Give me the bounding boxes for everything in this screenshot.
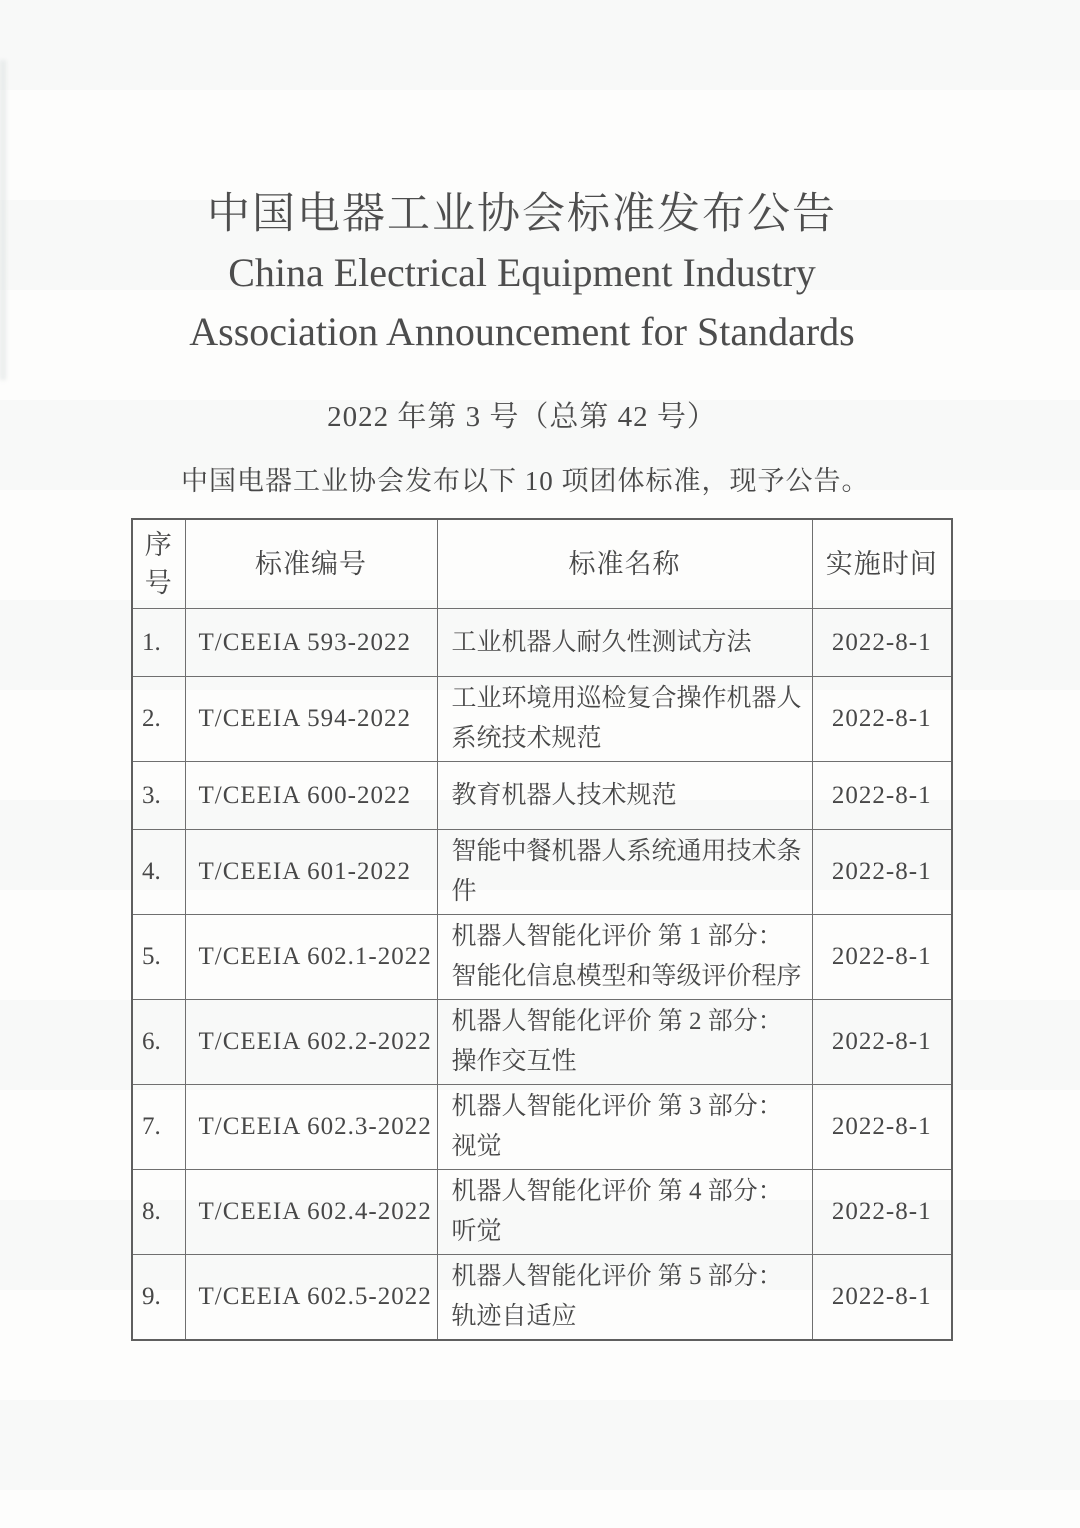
table-row (132, 1000, 952, 1085)
table-row (132, 762, 952, 830)
cell-standard-name: 机器人智能化评价 第 5 部分：轨迹自适应 (437, 1255, 812, 1341)
cell-standard-name: 工业环境用巡检复合操作机器人系统技术规范 (437, 677, 812, 762)
document-title-zh: 中国电器工业协会标准发布公告 (207, 191, 837, 238)
cell-standard-code: T/CEEIA 593-2022 (185, 609, 437, 677)
cell-standard-name: 教育机器人技术规范 (437, 762, 812, 830)
col-header-implementation-date: 实施时间 (812, 519, 952, 609)
document-title-en-line1: China Electrical Equipment Industry (228, 250, 816, 295)
document-title-en-line2: Association Announcement for Standards (189, 309, 855, 354)
document-header (0, 0, 1044, 498)
cell-serial-number: 3. (132, 762, 185, 830)
cell-standard-code: T/CEEIA 602.4-2022 (185, 1170, 437, 1255)
cell-standard-code: T/CEEIA 594-2022 (185, 677, 437, 762)
cell-implementation-date: 2022-8-1 (812, 830, 952, 915)
table-row (132, 915, 952, 1000)
table-row (132, 1085, 952, 1170)
col-header-standard-code: 标准编号 (185, 519, 437, 609)
table-row (132, 609, 952, 677)
col-header-standard-name: 标准名称 (437, 519, 812, 609)
cell-implementation-date: 2022-8-1 (812, 609, 952, 677)
table-header-row (132, 519, 952, 609)
cell-implementation-date: 2022-8-1 (812, 762, 952, 830)
cell-serial-number: 6. (132, 1000, 185, 1085)
cell-standard-code: T/CEEIA 602.1-2022 (185, 915, 437, 1000)
cell-standard-code: T/CEEIA 600-2022 (185, 762, 437, 830)
cell-serial-number: 7. (132, 1085, 185, 1170)
cell-standard-name: 工业机器人耐久性测试方法 (437, 609, 812, 677)
cell-standard-name: 机器人智能化评价 第 2 部分：操作交互性 (437, 1000, 812, 1085)
cell-implementation-date: 2022-8-1 (812, 1085, 952, 1170)
cell-implementation-date: 2022-8-1 (812, 1000, 952, 1085)
cell-standard-code: T/CEEIA 601-2022 (185, 830, 437, 915)
table-row (132, 677, 952, 762)
cell-standard-name: 智能中餐机器人系统通用技术条件 (437, 830, 812, 915)
cell-serial-number: 9. (132, 1255, 185, 1341)
table-row (132, 830, 952, 915)
cell-standard-code: T/CEEIA 602.5-2022 (185, 1255, 437, 1341)
cell-serial-number: 8. (132, 1170, 185, 1255)
cell-implementation-date: 2022-8-1 (812, 1170, 952, 1255)
standards-table (131, 518, 953, 1341)
cell-standard-name: 机器人智能化评价 第 4 部分：听觉 (437, 1170, 812, 1255)
table-row (132, 1255, 952, 1341)
cell-serial-number: 4. (132, 830, 185, 915)
cell-standard-code: T/CEEIA 602.3-2022 (185, 1085, 437, 1170)
table-row (132, 1170, 952, 1255)
intro-paragraph: 中国电器工业协会发布以下 10 项团体标准，现予公告。 (181, 466, 870, 496)
issue-number-line: 2022 年第 3 号（总第 42 号） (327, 401, 717, 433)
cell-standard-name: 机器人智能化评价 第 1 部分：智能化信息模型和等级评价程序 (437, 915, 812, 1000)
cell-implementation-date: 2022-8-1 (812, 1255, 952, 1341)
cell-implementation-date: 2022-8-1 (812, 677, 952, 762)
scan-edge-artifact (0, 60, 6, 380)
col-header-serial-number: 序号 (132, 519, 185, 609)
cell-standard-code: T/CEEIA 602.2-2022 (185, 1000, 437, 1085)
cell-implementation-date: 2022-8-1 (812, 915, 952, 1000)
cell-serial-number: 1. (132, 609, 185, 677)
cell-serial-number: 2. (132, 677, 185, 762)
cell-serial-number: 5. (132, 915, 185, 1000)
cell-standard-name: 机器人智能化评价 第 3 部分：视觉 (437, 1085, 812, 1170)
